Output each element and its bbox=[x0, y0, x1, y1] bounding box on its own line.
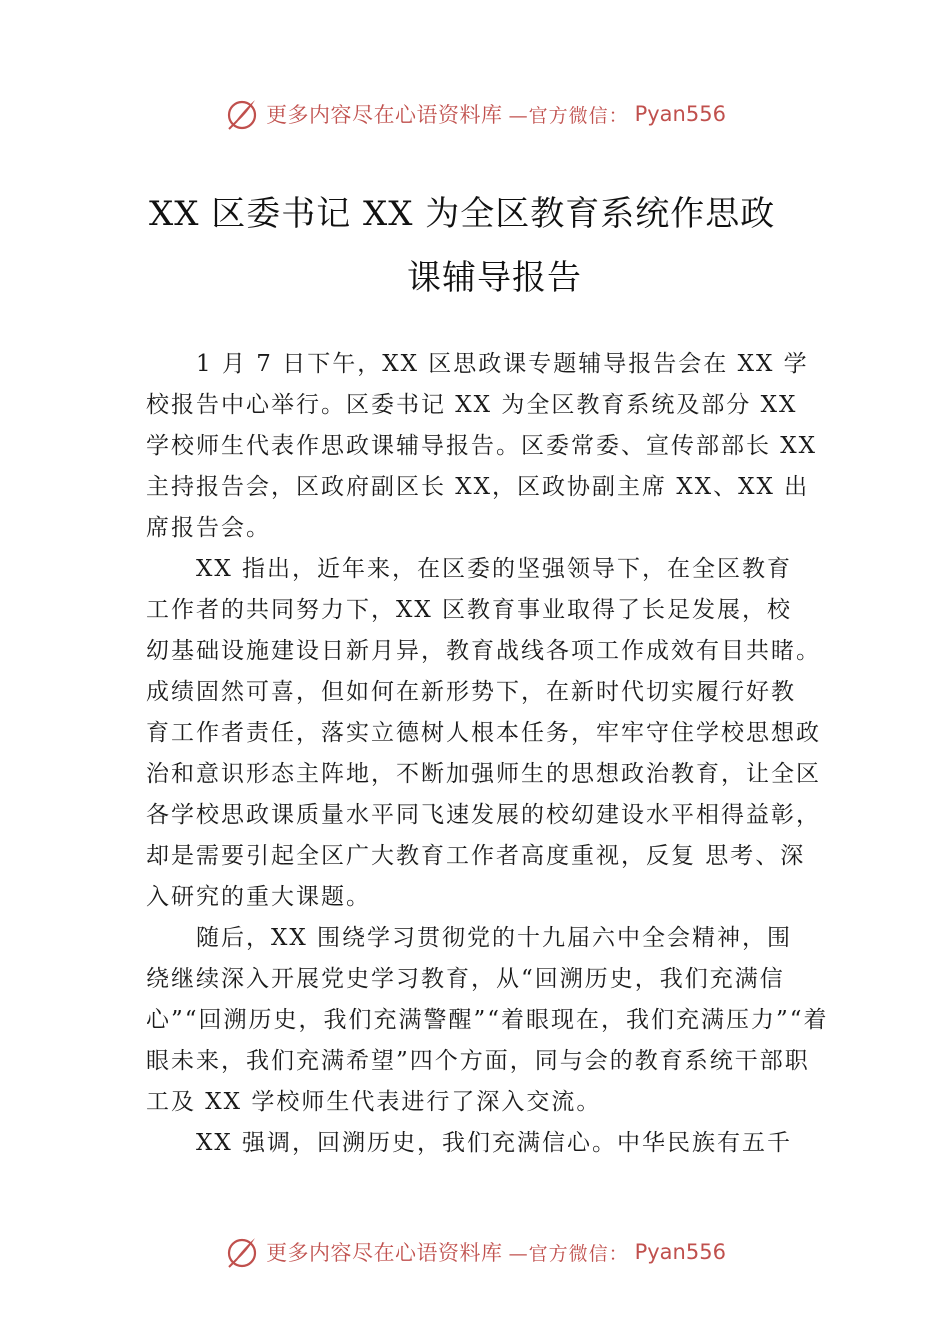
body-line: 工及 XX 学校师生代表进行了深入交流。 bbox=[146, 1089, 602, 1115]
body-line: 㓜基础设施建设日新月异，教育战线各项工作成效有目共睹。 bbox=[146, 638, 821, 664]
body-line: 1 月 7 日下午，XX 区思政课专题辅导报告会在 XX 学 bbox=[146, 351, 809, 377]
body-line: 学校师生代表作思政课辅导报告。区委常委、宣传部部长 XX bbox=[146, 433, 818, 459]
feather-logo-icon bbox=[224, 1234, 260, 1270]
body-line: 工作者的共同努力下，XX 区教育事业取得了长足发展，校 bbox=[146, 597, 793, 623]
feather-logo-icon bbox=[224, 96, 260, 132]
body-line: 心”“回溯历史，我们充满警醒”“着眼现在，我们充满压力”“着 bbox=[146, 1007, 829, 1033]
body-line: 却是需要引起全区广大教育工作者高度重视，反复 思考、深 bbox=[146, 843, 806, 869]
watermark-main-text: 更多内容尽在心语资料库 bbox=[266, 103, 503, 127]
body-line: 治和意识形态主阵地，不断加强师生的思想政治教育，让全区 bbox=[146, 761, 821, 787]
body-line: 育工作者责任，落实立德树人根本任务，牢牢守住学校思想政 bbox=[146, 720, 821, 746]
body-line: XX 指出，近年来，在区委的坚强领导下，在全区教育 bbox=[146, 556, 793, 582]
body-line: 随后，XX 围绕学习贯彻党的十九届六中全会精神，围 bbox=[146, 925, 793, 951]
body-line: 眼未来，我们充满希望”四个方面，同与会的教育系统干部职 bbox=[146, 1048, 810, 1074]
watermark-handle: Pyan556 bbox=[634, 1240, 726, 1264]
footer-watermark bbox=[0, 1232, 950, 1272]
document-title-line-1: XX 区委书记 XX 为全区教育系统作思政 bbox=[149, 194, 776, 234]
body-line: 成绩固然可喜，但如何在新形势下，在新时代切实履行好教 bbox=[146, 679, 796, 705]
body-line: 校报告中心举行。区委书记 XX 为全区教育系统及部分 XX bbox=[146, 392, 798, 418]
body-line: 绕继续深入开展党史学习教育，从“回溯历史，我们充满信 bbox=[146, 966, 785, 992]
body-line: 席报告会。 bbox=[146, 515, 271, 541]
watermark-handle: Pyan556 bbox=[634, 102, 726, 126]
body-line: 入研究的重大课题。 bbox=[146, 884, 371, 910]
body-line: XX 强调，回溯历史，我们充满信心。中华民族有五千 bbox=[146, 1130, 793, 1156]
watermark-wechat-label: —官方微信： bbox=[508, 1242, 629, 1265]
header-watermark bbox=[0, 94, 950, 134]
watermark-main-text: 更多内容尽在心语资料库 bbox=[266, 1241, 503, 1265]
body-line: 主持报告会，区政府副区长 XX，区政协副主席 XX、XX 出 bbox=[146, 474, 810, 500]
body-line: 各学校思政课质量水平同飞速发展的校㓜建设水平相得益彰， bbox=[146, 802, 821, 828]
watermark-wechat-label: —官方微信： bbox=[508, 104, 629, 127]
document-title-line-2: 课辅导报告 bbox=[407, 258, 582, 298]
